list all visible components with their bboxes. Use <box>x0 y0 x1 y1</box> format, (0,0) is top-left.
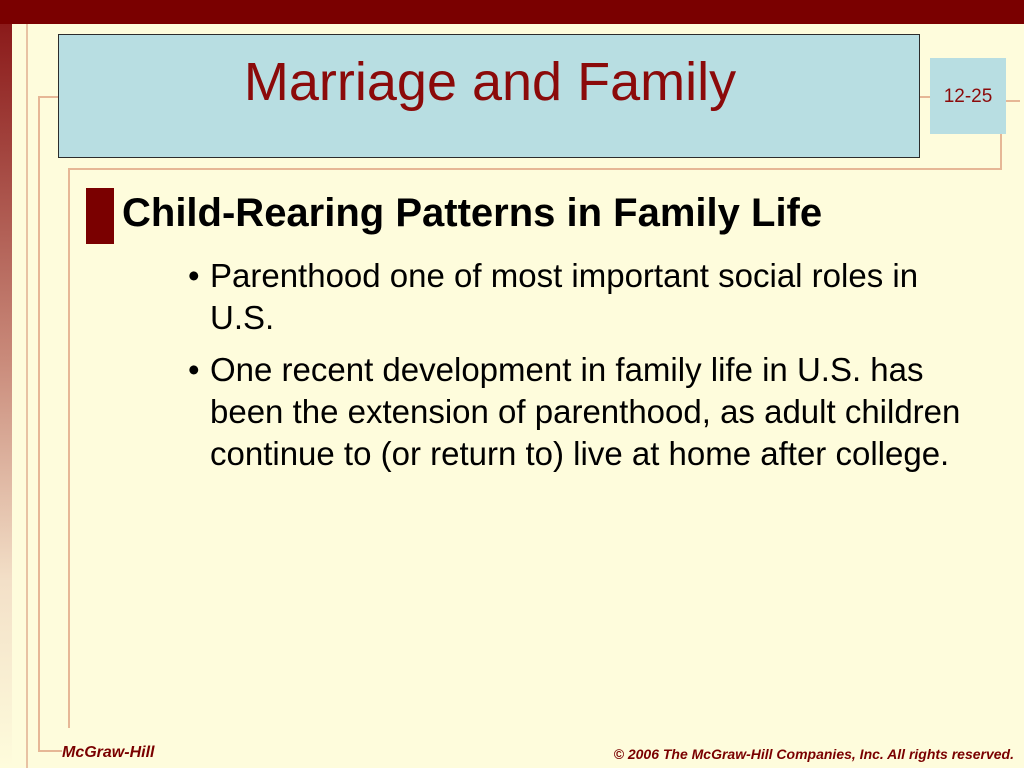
top-bar <box>0 0 1024 24</box>
dot-bullet-icon: • <box>188 351 200 388</box>
sub-bullet-item <box>188 255 978 339</box>
slide-content <box>86 188 986 475</box>
sub-bullet-list <box>188 255 978 475</box>
frame-line-left <box>38 96 40 752</box>
footer-copyright: © 2006 The McGraw-Hill Companies, Inc. All rights reserved. <box>613 746 1014 762</box>
page-number: 12-25 <box>943 86 993 107</box>
dot-bullet-icon: • <box>188 257 200 295</box>
left-gradient-strip <box>0 24 12 768</box>
main-bullet-text: Child-Rearing Patterns in Family Life <box>122 191 823 235</box>
sub-bullet-text: Parenthood one of most important social roles in U.S. <box>210 257 919 337</box>
slide-title: Marriage and Family <box>243 52 737 112</box>
frame-line-bottom <box>38 750 62 752</box>
frame-line-content-left <box>68 168 70 728</box>
frame-line-right-vertical <box>1000 134 1002 170</box>
main-bullet <box>86 182 986 245</box>
frame-line-right-top <box>920 96 930 98</box>
frame-line-under-title <box>68 168 1002 170</box>
sub-bullet-item <box>188 349 978 475</box>
footer-publisher: McGraw-Hill <box>62 744 155 761</box>
left-decorative-line <box>26 24 28 768</box>
frame-line-top <box>38 96 58 98</box>
title-box <box>58 34 920 158</box>
page-number-box <box>930 58 1006 134</box>
sub-bullet-text: One recent development in family life in U.S. has been the extension of parenthood, as adult children continue to (or return to) live at home after college. <box>210 351 961 472</box>
square-bullet-icon <box>86 188 114 244</box>
frame-line-right-tick <box>1006 100 1020 102</box>
